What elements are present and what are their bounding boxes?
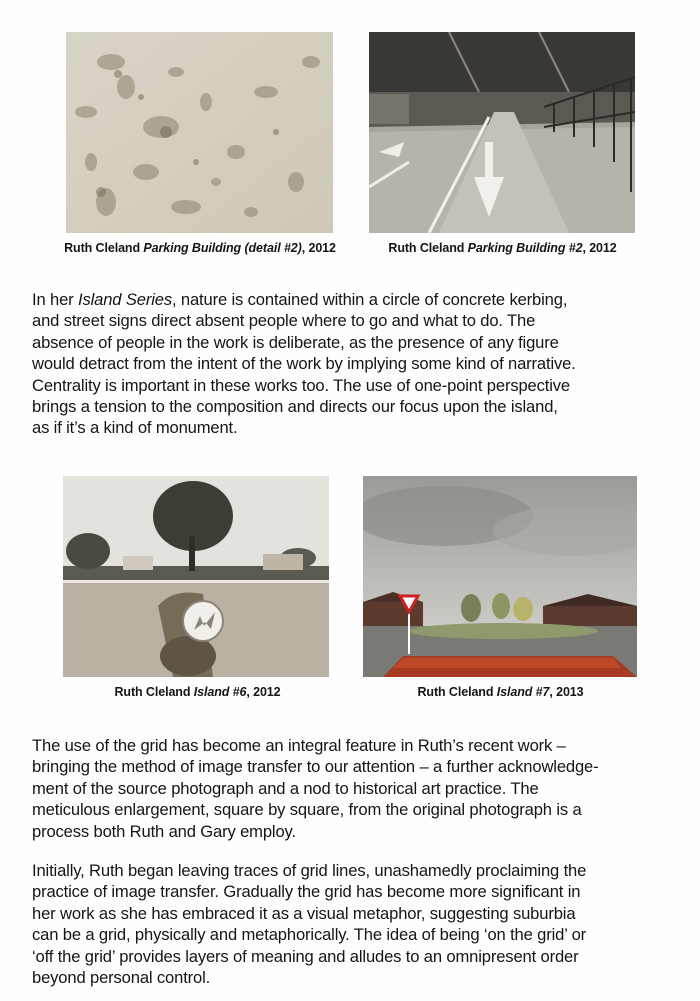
- caption-artist: Ruth Cleland: [64, 241, 140, 255]
- text-line: ‘off the grid’ provides layers of meaning and alludes to an omnipresent order: [32, 946, 579, 966]
- paragraph-grid-metaphor: [32, 860, 672, 988]
- text-line: her work as she has embraced it as a visual metaphor, suggesting suburbia: [32, 903, 576, 923]
- caption-figure-3: [95, 685, 300, 699]
- text-line: bringing the method of image transfer to our attention – a further acknowledge-: [32, 757, 599, 777]
- text-line: can be a grid, physically and metaphorically. The idea of being ‘on the grid’ or: [32, 925, 587, 945]
- painting-concrete-texture: [66, 32, 333, 233]
- caption-year: , 2012: [582, 241, 617, 255]
- text-line: Initially, Ruth began leaving traces of grid lines, unashamedly proclaiming the: [32, 861, 587, 880]
- series-title: Island Series: [78, 290, 172, 309]
- text-line: The use of the grid has become an integral feature in Ruth’s recent work –: [32, 736, 566, 755]
- text-line: ment of the source photograph and a nod to historical art practice. The: [32, 778, 539, 798]
- caption-year: , 2012: [301, 241, 336, 255]
- text-line: absence of people in the work is deliberate, as the presence of any figure: [32, 332, 559, 352]
- caption-title: Island #6: [193, 685, 247, 699]
- caption-year: , 2012: [246, 685, 281, 699]
- text-line: would detract from the intent of the work by implying some kind of narrative.: [32, 354, 576, 374]
- painting-roundabout-island: [63, 476, 329, 677]
- caption-title: Parking Building #2: [467, 241, 583, 255]
- figure-island-7: [363, 476, 637, 677]
- caption-artist: Ruth Cleland: [417, 685, 494, 699]
- paragraph-island-series: [32, 289, 672, 439]
- caption-year: , 2013: [549, 685, 584, 699]
- text-line: brings a tension to the composition and directs our focus upon the island,: [32, 397, 558, 417]
- text-line: beyond personal control.: [32, 968, 211, 988]
- figure-parking-building-2: [369, 32, 635, 233]
- caption-figure-1: [55, 241, 345, 255]
- text-line: meticulous enlargement, square by square, from the original photograph is a: [32, 800, 582, 820]
- text-line: practice of image transfer. Gradually the grid has become more significant in: [32, 882, 581, 902]
- figure-parking-building-detail-2: [66, 32, 333, 233]
- caption-figure-2: [365, 241, 640, 255]
- caption-title: Island #7: [496, 685, 550, 699]
- caption-title: Parking Building (detail #2): [143, 241, 302, 255]
- paragraph-grid-feature: [32, 735, 672, 842]
- caption-figure-4: [398, 685, 603, 699]
- text-line: process both Ruth and Gary employ.: [32, 821, 296, 841]
- text-line: Centrality is important in these works too. The use of one-point perspective: [32, 375, 571, 395]
- text-line: as if it’s a kind of monument.: [32, 418, 238, 438]
- painting-parking-ramp: [369, 32, 635, 233]
- text-line: and street signs direct absent people where to go and what to do. The: [32, 311, 536, 331]
- figure-island-6: [63, 476, 329, 677]
- text-line: In her Island Series, nature is contained within a circle of concrete kerbing,: [32, 290, 568, 309]
- caption-artist: Ruth Cleland: [114, 685, 191, 699]
- painting-island-give-way: [363, 476, 637, 677]
- caption-artist: Ruth Cleland: [388, 241, 465, 255]
